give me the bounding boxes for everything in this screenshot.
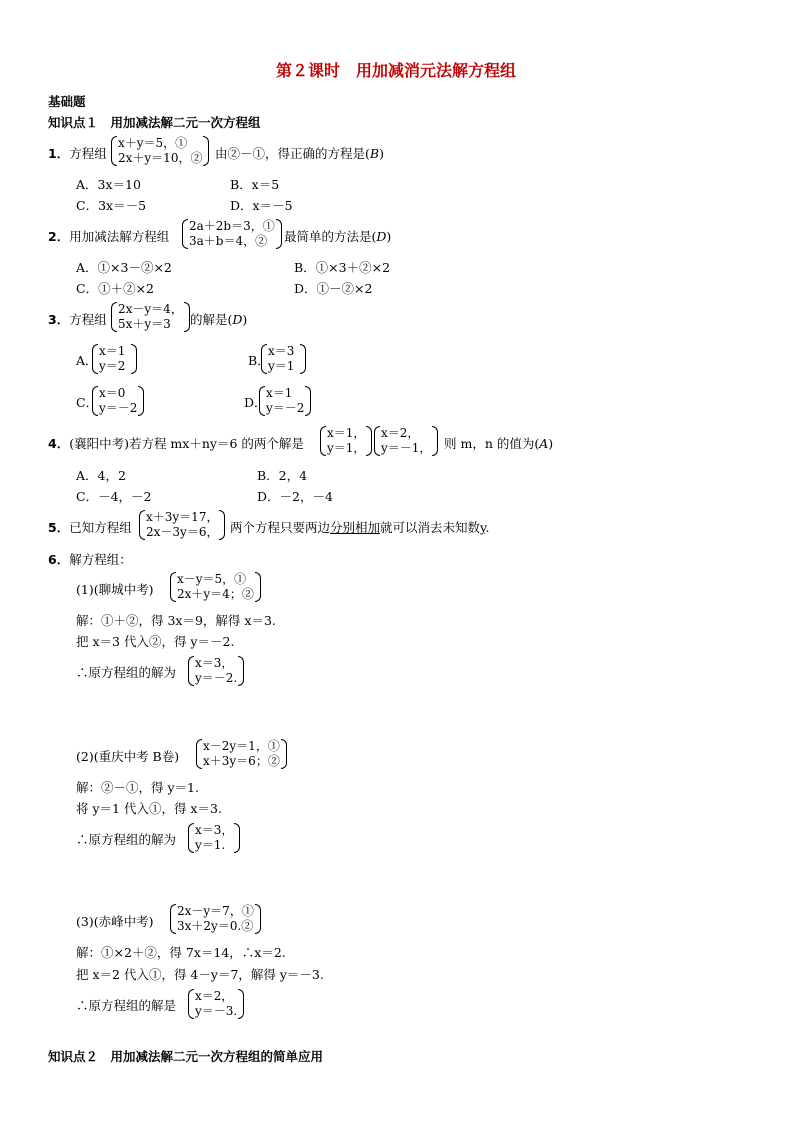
question-text: (襄阳中考)若方程 mx＋ny＝6 的两个解是 (69, 436, 304, 451)
question-text: 用加减法解方程组 (69, 229, 170, 244)
option-c-system (92, 386, 144, 416)
knowledge-point-1-heading: 知识点１ 用加减法解二元一次方程组 (48, 115, 261, 130)
answer: D (232, 312, 243, 327)
answer-blank: 分别相加 (330, 520, 381, 535)
answer: A (539, 436, 549, 451)
subquestion-3-label: (3)(赤峰中考) (76, 914, 154, 929)
equation: x＝3， (195, 823, 234, 837)
equation-system (111, 302, 190, 332)
solution-system (188, 823, 240, 853)
equation: y＝2 (99, 359, 126, 373)
equation: x－y＝5，① (177, 572, 247, 586)
question-number: 1． (48, 146, 70, 161)
question-1 (48, 146, 107, 161)
question-text: 由②－①，得正确的方程是( (215, 146, 370, 161)
question-4 (48, 436, 304, 451)
equation: 2x＋y＝10，② (118, 151, 203, 165)
option-a-system (92, 344, 137, 374)
question-1-tail (215, 146, 384, 161)
question-text: 则 m，n 的值为( (444, 436, 540, 451)
solution-line: 将 y＝1 代入①，得 x＝3. (76, 801, 222, 816)
question-number: 5． (48, 520, 70, 535)
option-d: D．－2，－4 (257, 489, 333, 504)
option-d: D．x＝－5 (230, 198, 293, 213)
option-c: C．－4，－2 (76, 489, 152, 504)
question-text: 已知方程组 (69, 520, 132, 535)
option-d: D．①－②×2 (294, 281, 373, 296)
option-b: B．①×3＋②×2 (294, 260, 391, 275)
bracket: ) (548, 436, 554, 451)
option-a: A．4，2 (76, 468, 126, 483)
bracket: ) (379, 146, 384, 161)
equation: y＝1， (327, 441, 366, 455)
equation-system (170, 904, 261, 934)
solution-system (188, 656, 244, 686)
equation: y＝－2 (99, 401, 138, 415)
option-b-system (261, 344, 306, 374)
equation: x＝3 (268, 344, 295, 358)
question-2 (48, 229, 169, 244)
equation: 2x＋y＝4；② (177, 587, 254, 601)
question-3 (48, 312, 107, 327)
question-2-tail (284, 229, 391, 244)
option-a-label: A． (76, 353, 98, 368)
question-text: 方程组 (69, 146, 107, 161)
section-basic-heading: 基础题 (48, 94, 86, 109)
question-number: 6． (48, 552, 70, 567)
solution-line: 解：①×2＋②，得 7x＝14，∴x＝2. (76, 945, 286, 960)
equation-system (111, 136, 209, 166)
option-b: B．2，4 (257, 468, 308, 483)
equation: 3a＋b＝4，② (189, 234, 268, 248)
equation: x＝3， (195, 656, 234, 670)
question-text: 最简单的方法是( (284, 229, 377, 244)
equation-system (182, 219, 282, 249)
equation: 3x＋2y＝0.② (177, 919, 254, 933)
conclusion-text: ∴原方程组的解是 (76, 998, 177, 1013)
period: . (485, 520, 490, 535)
solution-system (188, 989, 244, 1019)
equation-system (170, 572, 261, 602)
equation: y＝1. (195, 838, 226, 852)
equation: y＝－2. (195, 671, 238, 685)
bracket: ) (242, 312, 248, 327)
equation: x＋3y＝6；② (203, 754, 280, 768)
question-text: 就可以消去未知数 (380, 520, 481, 535)
equation: y＝－2 (266, 401, 305, 415)
question-5-tail (230, 520, 489, 535)
question-text: 两个方程只要两边 (230, 520, 331, 535)
equation: y＝1 (268, 359, 295, 373)
bracket: ) (386, 229, 392, 244)
option-a: A．①×3－②×2 (76, 260, 172, 275)
option-d-system (259, 386, 311, 416)
option-c: C．①＋②×2 (76, 281, 154, 296)
equation: 2x－y＝4， (118, 302, 183, 316)
conclusion-text: ∴原方程组的解为 (76, 832, 177, 847)
answer: B (369, 146, 380, 161)
equation: 2x－3y＝6， (146, 525, 219, 539)
solution-line: 解：①＋②，得 3x＝9，解得 x＝3. (76, 613, 276, 628)
question-6 (48, 552, 132, 567)
question-text: 方程组 (69, 312, 107, 327)
option-c-label: C． (76, 395, 99, 410)
equation: x＝2， (195, 989, 234, 1003)
question-number: 4． (48, 436, 70, 451)
solution-line: 把 x＝3 代入②，得 y＝－2. (76, 634, 235, 649)
knowledge-point-2-heading: 知识点２ 用加减法解二元一次方程组的简单应用 (48, 1049, 324, 1064)
solution-system-1 (320, 426, 372, 456)
solution-line: 解：②－①，得 y＝1. (76, 780, 199, 795)
equation: x＝1 (266, 386, 293, 400)
equation: x＋3y＝17， (146, 510, 219, 524)
equation: y＝－3. (195, 1004, 238, 1018)
solution-line: 把 x＝2 代入①，得 4－y＝7，解得 y＝－3. (76, 967, 324, 982)
answer: D (376, 229, 387, 244)
option-c: C．3x＝－5 (76, 198, 147, 213)
question-3-tail (190, 312, 247, 327)
option-d-label: D． (244, 395, 267, 410)
equation: x＝2， (381, 426, 420, 440)
equation: 2x－y＝7，① (177, 904, 254, 918)
equation: 5x＋y＝3 (118, 317, 171, 331)
question-number: 2． (48, 229, 70, 244)
option-b-label: B． (248, 353, 270, 368)
question-text: 的解是( (190, 312, 233, 327)
solution-system-2 (374, 426, 438, 456)
subquestion-1-label: (1)(聊城中考) (76, 582, 154, 597)
equation: 2a＋2b＝3，① (189, 219, 275, 233)
equation: x＋y＝5，① (118, 136, 188, 150)
option-b: B．x＝5 (230, 177, 280, 192)
option-a: A．3x＝10 (76, 177, 141, 192)
question-number: 3． (48, 312, 70, 327)
page-title: 第２课时 用加减消元法解方程组 (276, 61, 517, 80)
conclusion-text: ∴原方程组的解为 (76, 665, 177, 680)
question-5 (48, 520, 132, 535)
question-text: 解方程组： (69, 552, 132, 567)
equation: x－2y＝1，① (203, 739, 280, 753)
equation-system (196, 739, 287, 769)
equation: x＝0 (99, 386, 126, 400)
question-4-tail (444, 436, 553, 451)
subquestion-2-label: (2)(重庆中考 B卷) (76, 749, 180, 764)
equation: x＝1， (327, 426, 366, 440)
equation: x＝1 (99, 344, 126, 358)
answer-blank: y (480, 520, 486, 535)
equation: y＝－1， (381, 441, 432, 455)
equation-system (139, 510, 225, 540)
